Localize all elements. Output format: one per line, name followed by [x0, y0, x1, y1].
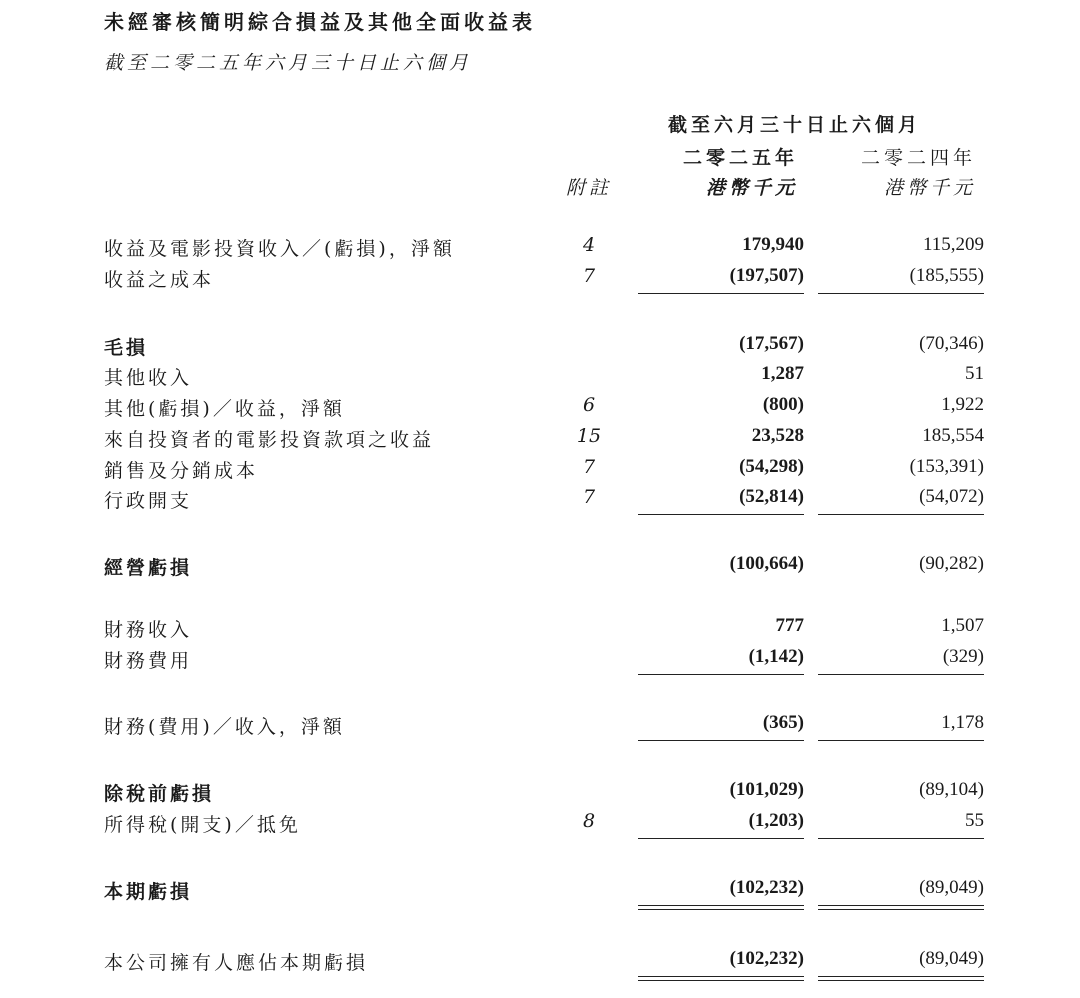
value-2024: 51	[965, 363, 984, 384]
table-row	[0, 948, 1080, 978]
row-label: 行政開支	[104, 490, 193, 512]
underline	[818, 293, 984, 294]
value-2025: (800)	[762, 394, 804, 415]
table-row	[0, 265, 1080, 295]
table-row	[0, 486, 1080, 516]
double-underline	[818, 905, 984, 910]
row-label: 收益之成本	[104, 269, 215, 291]
row-note: 8	[582, 810, 596, 832]
value-2025: (52,814)	[739, 486, 804, 507]
row-label: 來自投資者的電影投資款項之收益	[104, 429, 435, 451]
value-2025: (102,232)	[729, 948, 804, 969]
table-row	[0, 646, 1080, 676]
statement-subtitle: 截至二零二五年六月三十日止六個月	[104, 52, 473, 74]
value-2025: 23,528	[751, 425, 804, 446]
double-underline	[638, 976, 804, 981]
statement-title: 未經審核簡明綜合損益及其他全面收益表	[104, 10, 536, 34]
value-2025: (365)	[762, 712, 804, 733]
value-2024: 55	[965, 810, 984, 831]
value-2024: (70,346)	[919, 333, 984, 354]
value-2025: (102,232)	[729, 877, 804, 898]
row-note: 7	[582, 486, 596, 508]
value-2025: 777	[775, 615, 804, 636]
table-row	[0, 712, 1080, 742]
value-2025: (100,664)	[729, 553, 804, 574]
row-label: 財務費用	[104, 650, 193, 672]
value-2025: 1,287	[761, 363, 804, 384]
row-label: 經營虧損	[104, 557, 193, 579]
unit-2024-header: 港幣千元	[883, 177, 976, 199]
table-row	[0, 810, 1080, 840]
value-2025: (197,507)	[729, 265, 804, 286]
value-2024: (54,072)	[919, 486, 984, 507]
table-row	[0, 553, 1080, 583]
value-2024: (89,049)	[919, 948, 984, 969]
value-2024: 185,554	[922, 425, 984, 446]
value-2025: (17,567)	[739, 333, 804, 354]
value-2024: (90,282)	[919, 553, 984, 574]
row-label: 本期虧損	[104, 881, 193, 903]
underline	[638, 838, 804, 839]
value-2024: (329)	[942, 646, 984, 667]
value-2024: (185,555)	[909, 265, 984, 286]
value-2025: 179,940	[742, 234, 804, 255]
value-2024: (153,391)	[909, 456, 984, 477]
note-header: 附註	[566, 177, 613, 199]
underline	[818, 838, 984, 839]
value-2025: (1,142)	[748, 646, 804, 667]
value-2024: 1,178	[941, 712, 984, 733]
table-row	[0, 333, 1080, 363]
underline	[818, 740, 984, 741]
table-row	[0, 779, 1080, 809]
value-2025: (54,298)	[739, 456, 804, 477]
underline	[638, 740, 804, 741]
value-2024: 1,507	[941, 615, 984, 636]
table-row	[0, 615, 1080, 645]
period-header: 截至六月三十日止六個月	[668, 114, 922, 136]
year-2024-header: 二零二四年	[860, 147, 976, 169]
row-label: 財務(費用)／收入，淨額	[104, 716, 345, 738]
value-2024: 1,922	[941, 394, 984, 415]
underline	[638, 514, 804, 515]
row-label: 所得稅(開支)／抵免	[104, 814, 301, 836]
table-row	[0, 363, 1080, 393]
underline	[638, 674, 804, 675]
row-label: 其他(虧損)／收益，淨額	[104, 398, 345, 420]
table-row	[0, 394, 1080, 424]
value-2024: (89,104)	[919, 779, 984, 800]
underline	[638, 293, 804, 294]
value-2024: 115,209	[922, 234, 984, 255]
row-note: 4	[582, 234, 596, 256]
row-label: 銷售及分銷成本	[104, 460, 259, 482]
row-label: 其他收入	[104, 367, 193, 389]
year-2025-header: 二零二五年	[682, 147, 798, 169]
double-underline	[818, 976, 984, 981]
row-note: 6	[582, 394, 596, 416]
table-row	[0, 456, 1080, 486]
row-note: 15	[576, 425, 602, 447]
row-note: 7	[582, 456, 596, 478]
row-label: 除稅前虧損	[104, 783, 215, 805]
row-label: 財務收入	[104, 619, 193, 641]
unit-2025-header: 港幣千元	[705, 177, 798, 199]
row-label: 毛損	[104, 337, 149, 359]
row-label: 收益及電影投資收入／(虧損)，淨額	[104, 238, 455, 260]
row-note: 7	[582, 265, 596, 287]
value-2025: (1,203)	[748, 810, 804, 831]
double-underline	[638, 905, 804, 910]
underline	[818, 674, 984, 675]
table-row	[0, 234, 1080, 264]
row-label: 本公司擁有人應佔本期虧損	[104, 952, 369, 974]
underline	[818, 514, 984, 515]
value-2025: (101,029)	[729, 779, 804, 800]
table-row	[0, 425, 1080, 455]
table-row	[0, 877, 1080, 907]
value-2024: (89,049)	[919, 877, 984, 898]
